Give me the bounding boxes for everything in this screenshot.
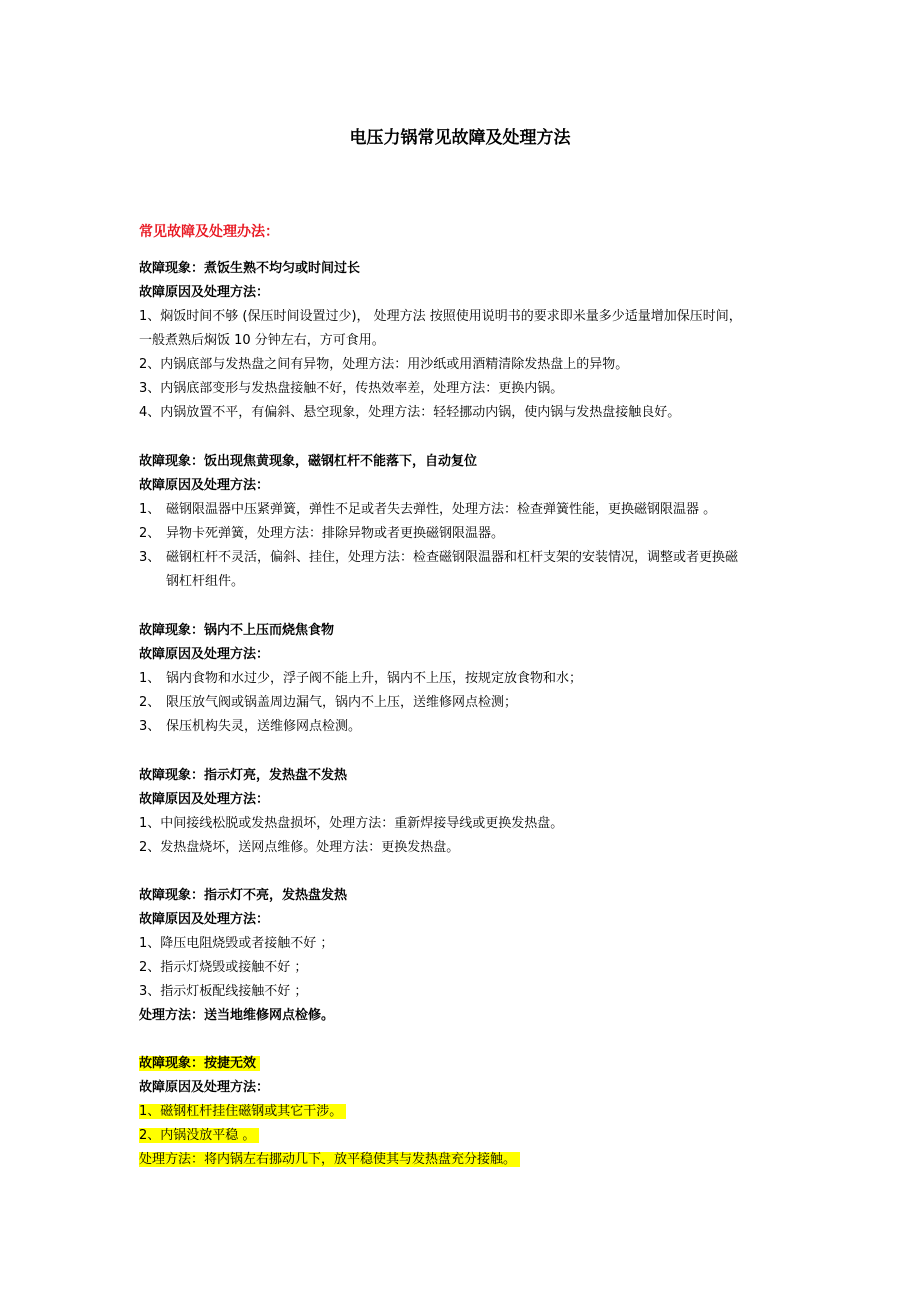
- fault-2-item-1: [139, 500, 716, 520]
- item-text: 异物卡死弹簧，处理方法：排除异物或者更换磁钢限温器。: [166, 526, 505, 541]
- fault-2-symptom: 故障现象：饭出现焦黄现象，磁钢杠杆不能落下，自动复位: [139, 454, 478, 469]
- fault-6-method: [139, 1150, 520, 1170]
- item-number: 1、: [139, 671, 161, 686]
- item-text: 锅内食物和水过少，浮子阀不能上升，锅内不上压，按规定放食物和水；: [166, 671, 583, 686]
- fault-3-item-3: [139, 717, 361, 737]
- item-text: 保压机构失灵，送维修网点检测。: [166, 719, 362, 734]
- fault-6-symptom: [139, 1054, 260, 1074]
- fault-4-item-1: 1、中间接线松脱或发热盘损坏，处理方法：重新焊接导线或更换发热盘。: [139, 816, 564, 831]
- page-title: 电压力锅常见故障及处理方法: [349, 128, 571, 148]
- item-text: 磁钢限温器中压紧弹簧，弹性不足或者失去弹性，处理方法：检查弹簧性能，更换磁钢限温器 。: [166, 502, 717, 517]
- section-heading: 常见故障及处理办法：: [139, 224, 279, 240]
- fault-1-symptom: 故障现象：煮饭生熟不均匀或时间过长: [139, 261, 361, 276]
- fault-4-cause-label: 故障原因及处理方法：: [139, 792, 270, 807]
- item-number: 3、: [139, 719, 161, 734]
- fault-1-item-1: 1、焖饭时间不够 (保压时间设置过少)， 处理方法 按照使用说明书的要求即米量多少适量增加保压时间，: [139, 309, 742, 324]
- fault-6-item-2: [139, 1126, 259, 1146]
- item-text: 磁钢杠杆不灵活，偏斜、挂住，处理方法：检查磁钢限温器和杠杆支架的安装情况，调整或者更换磁: [166, 550, 739, 565]
- fault-3-cause-label: 故障原因及处理方法：: [139, 647, 270, 662]
- fault-2-item-3: [139, 548, 738, 568]
- fault-1-item-4: 4、内锅放置不平，有偏斜、悬空现象，处理方法：轻轻挪动内锅，使内锅与发热盘接触良好。: [139, 405, 681, 420]
- fault-1-item-2: 2、内锅底部与发热盘之间有异物，处理方法：用沙纸或用酒精清除发热盘上的异物。: [139, 357, 629, 372]
- highlighted-text: 故障现象：按捷无效: [139, 1056, 260, 1071]
- fault-3-item-2: [139, 693, 517, 713]
- fault-6-cause-label: 故障原因及处理方法：: [139, 1080, 270, 1095]
- fault-5-symptom: 故障现象：指示灯不亮，发热盘发热: [139, 888, 348, 903]
- fault-2-item-2: [139, 524, 504, 544]
- fault-5-item-2: 2、指示灯烧毁或接触不好 ；: [139, 960, 308, 975]
- fault-4-item-2: 2、发热盘烧坏，送网点维修。处理方法：更换发热盘。: [139, 840, 460, 855]
- fault-5-cause-label: 故障原因及处理方法：: [139, 912, 270, 927]
- highlighted-text: 2、内锅没放平稳 。: [139, 1128, 259, 1143]
- fault-3-symptom: 故障现象：锅内不上压而烧焦食物: [139, 623, 335, 638]
- highlighted-text: 处理方法：将内锅左右挪动几下，放平稳使其与发热盘充分接触。: [139, 1152, 520, 1167]
- item-number: 3、: [139, 550, 161, 565]
- fault-5-method: 处理方法：送当地维修网点检修。: [139, 1008, 335, 1023]
- fault-3-item-1: [139, 669, 582, 689]
- fault-2-item-3-cont: 钢杠杆组件。: [166, 574, 245, 589]
- fault-1-item-1-cont: 一般煮熟后焖饭 10 分钟左右，方可食用。: [139, 333, 385, 348]
- item-number: 2、: [139, 526, 161, 541]
- fault-4-symptom: 故障现象：指示灯亮，发热盘不发热: [139, 768, 348, 783]
- fault-6-item-1: [139, 1102, 346, 1122]
- fault-5-item-3: 3、指示灯板配线接触不好 ；: [139, 984, 308, 999]
- highlighted-text: 1、磁钢杠杆挂住磁钢或其它干涉。: [139, 1104, 346, 1119]
- item-text: 限压放气阀或锅盖周边漏气，锅内不上压，送维修网点检测；: [166, 695, 518, 710]
- item-number: 1、: [139, 502, 161, 517]
- fault-1-cause-label: 故障原因及处理方法：: [139, 285, 270, 300]
- fault-2-cause-label: 故障原因及处理方法：: [139, 478, 270, 493]
- fault-1-item-3: 3、内锅底部变形与发热盘接触不好，传热效率差，处理方法：更换内锅。: [139, 381, 564, 396]
- fault-5-item-1: 1、降压电阻烧毁或者接触不好 ；: [139, 936, 334, 951]
- item-number: 2、: [139, 695, 161, 710]
